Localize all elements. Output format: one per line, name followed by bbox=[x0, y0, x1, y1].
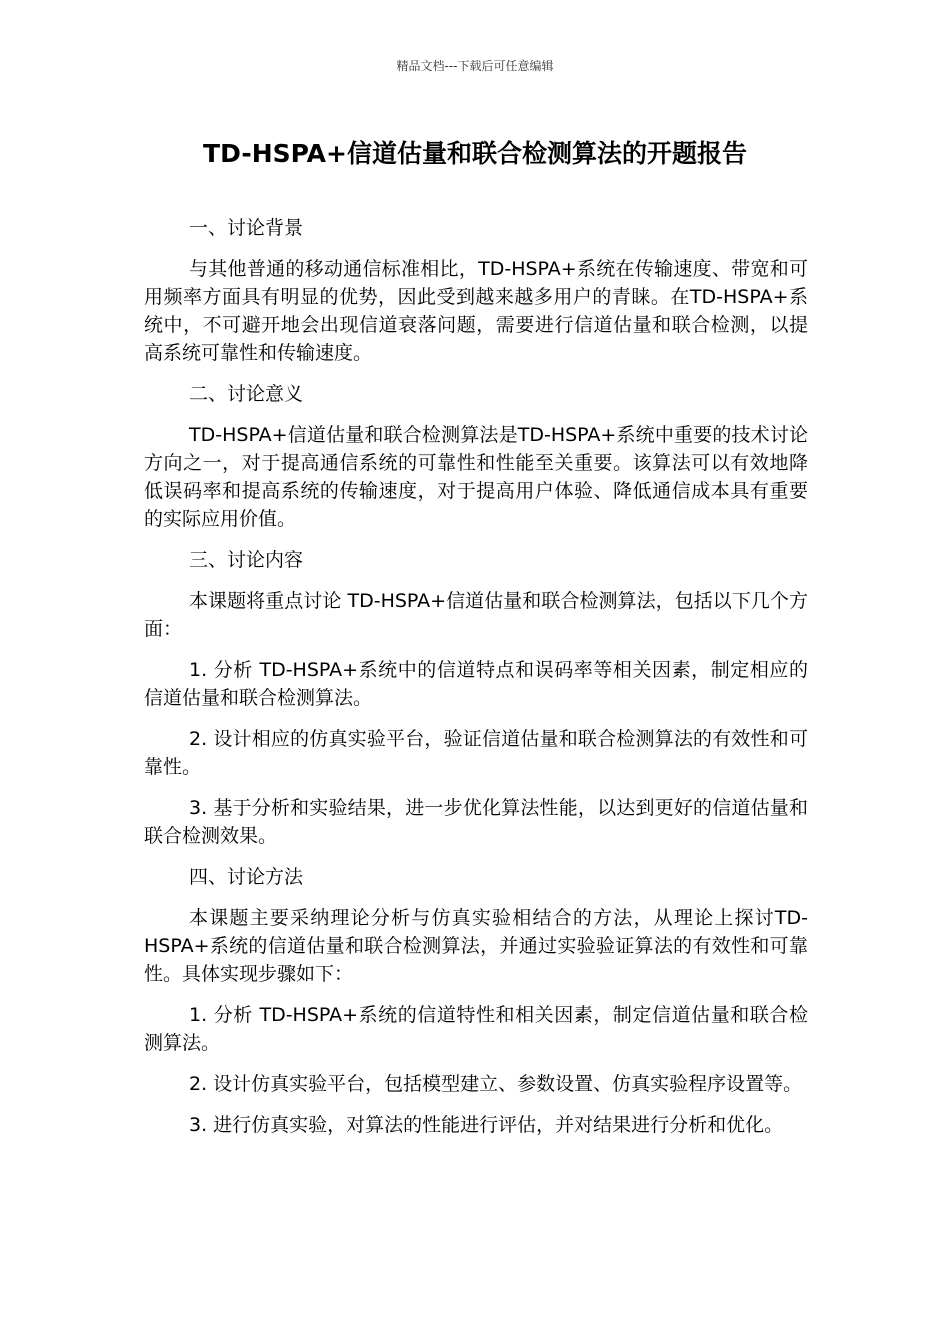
list-item: 1. 分析 TD-HSPA+系统中的信道特点和误码率等相关因素，制定相应的信道估量和联合检测算法。 bbox=[144, 659, 808, 709]
list-item: 2. 设计相应的仿真实验平台，验证信道估量和联合检测算法的有效性和可靠性。 bbox=[144, 728, 808, 778]
document-body bbox=[144, 214, 808, 1152]
section-heading: 三、讨论内容 bbox=[189, 549, 304, 571]
list-item: 2. 设计仿真实验平台，包括模型建立、参数设置、仿真实验程序设置等。 bbox=[189, 1073, 803, 1095]
section-background bbox=[144, 214, 808, 367]
list-item: 3. 进行仿真实验，对算法的性能进行评估，并对结果进行分析和优化。 bbox=[189, 1114, 784, 1136]
document-title: TD-HSPA+信道估量和联合检测算法的开题报告 bbox=[203, 139, 747, 168]
section-heading: 一、讨论背景 bbox=[189, 217, 304, 239]
section-content bbox=[144, 546, 808, 850]
paragraph: 本课题将重点讨论 TD-HSPA+信道估量和联合检测算法，包括以下几个方面： bbox=[144, 590, 808, 640]
list-item: 1. 分析 TD-HSPA+系统的信道特性和相关因素，制定信道估量和联合检测算法。 bbox=[144, 1004, 808, 1054]
paragraph: 与其他普通的移动通信标准相比，TD-HSPA+系统在传输速度、带宽和可用频率方面具有明显的优势，因此受到越来越多用户的青睐。在TD-HSPA+系统中，不可避开地会出现信道衰落问题，需要进行信道估量和联合检测，以提高系统可靠性和传输速度。 bbox=[144, 258, 808, 364]
paragraph: 本课题主要采纳理论分析与仿真实验相结合的方法，从理论上探讨TD-HSPA+系统的信道估量和联合检测算法，并通过实验验证算法的有效性和可靠性。具体实现步骤如下： bbox=[144, 907, 808, 985]
list-item: 3. 基于分析和实验结果，进一步优化算法性能，以达到更好的信道估量和联合检测效果。 bbox=[144, 797, 808, 847]
section-method bbox=[144, 863, 808, 1139]
section-heading: 二、讨论意义 bbox=[189, 383, 304, 405]
paragraph: TD-HSPA+信道估量和联合检测算法是TD-HSPA+系统中重要的技术讨论方向之一，对于提高通信系统的可靠性和性能至关重要。该算法可以有效地降低误码率和提高系统的传输速度，对于提高用户体验、降低通信成本具有重要的实际应用价值。 bbox=[144, 424, 808, 530]
section-heading: 四、讨论方法 bbox=[189, 866, 304, 888]
page-header: 精品文档---下载后可任意编辑 bbox=[396, 59, 554, 73]
section-significance bbox=[144, 380, 808, 533]
